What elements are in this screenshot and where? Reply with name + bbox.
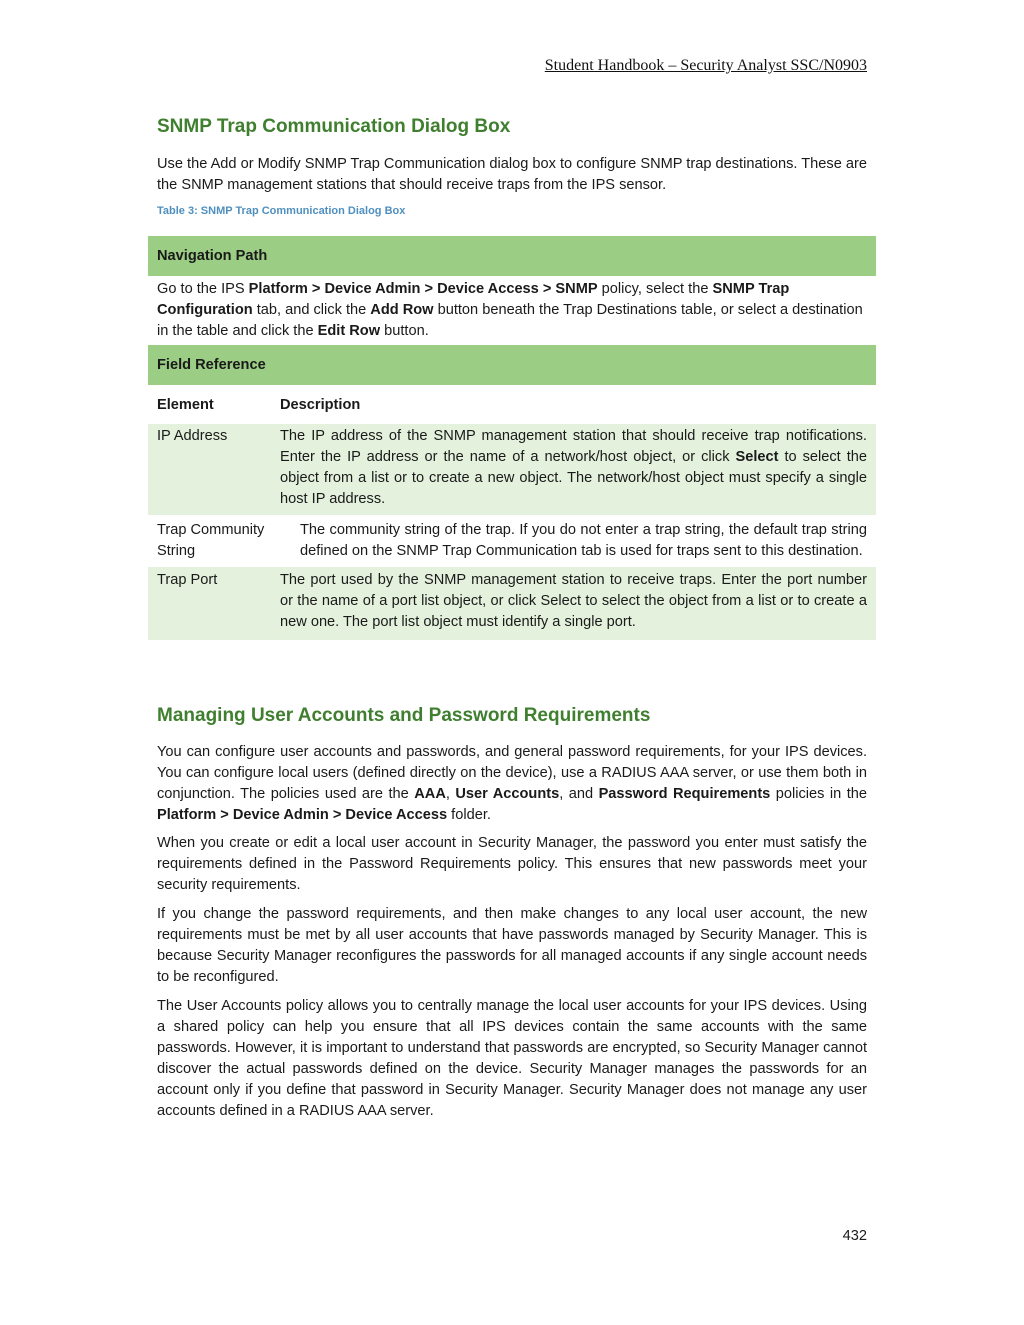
table-row	[148, 515, 876, 567]
table-caption: Table 3: SNMP Trap Communication Dialog Box	[157, 205, 406, 217]
column-header-description: Description	[280, 397, 361, 413]
snmp-trap-table	[148, 236, 876, 640]
section-title-snmp: SNMP Trap Communication Dialog Box	[157, 116, 511, 137]
table-header-row	[148, 385, 876, 424]
row-element: Trap Port	[157, 572, 218, 588]
paragraph-4: The User Accounts policy allows you to centrally manage the local user accounts for your IPS devices. Using a shared policy can help you ensure that all IPS devices contain the same accounts with the same passwords. However, it is important to understand that passwords are encrypted, so Security Manager cannot discover the actual passwords defined on the device. Security Manager manages the passwords for an account only if you define that password in Security Manager. Security Manager does not manage any user accounts defined in a RADIUS AAA server.	[157, 998, 867, 1119]
paragraph-2: When you create or edit a local user account in Security Manager, the password you enter must satisfy the requirements defined in the Password Requirements policy. This ensures that new passwords meet your security requirements.	[157, 835, 867, 893]
page-header: Student Handbook – Security Analyst SSC/N0903	[544, 57, 867, 74]
intro-paragraph: Use the Add or Modify SNMP Trap Communication dialog box to configure SNMP trap destinations. These are the SNMP management stations that should receive traps from the IPS sensor.	[157, 156, 867, 193]
row-description: The port used by the SNMP management station to receive traps. Enter the port number or the name of a port list object, or click Select to select the object from a list or to create a new one. The port list object must identify a single port.	[280, 572, 867, 630]
paragraph-1: You can configure user accounts and passwords, and general password requirements, for your IPS devices. You can configure local users (defined directly on the device), use a RADIUS AAA server, or use them both in conjunction. The policies used are the AAA, User Accounts, and Password Requirements policies in the Platform > Device Admin > Device Access folder.	[157, 744, 868, 823]
section-title-user-accounts: Managing User Accounts and Password Requirements	[157, 705, 651, 726]
page-number: 432	[842, 1228, 867, 1244]
navigation-path-heading: Navigation Path	[148, 236, 876, 276]
column-header-element: Element	[157, 397, 214, 413]
row-description: The community string of the trap. If you do not enter a trap string, the default trap string defined on the SNMP Trap Communication tab is used for traps sent to this destination.	[300, 522, 867, 559]
table-row	[148, 424, 876, 515]
paragraph-3: If you change the password requirements, and then make changes to any local user account, the new requirements must be met by all user accounts that have passwords managed by Security Manager. This is because Security Manager reconfigures the passwords for all managed accounts if any single account needs to be reconfigured.	[157, 906, 867, 985]
navigation-path-text: Go to the IPS Platform > Device Admin > Device Access > SNMP policy, select the SNMP Trap Configuration tab, and click the Add Row button beneath the Trap Destinations table, or select a destination in the table and click the Edit Row button.	[157, 281, 863, 339]
row-description: The IP address of the SNMP management station that should receive trap notifications. Enter the IP address or the name of a network/host object, or click Select to select the object from a list or to create a new object. The network/host object must specify a single host IP address.	[280, 428, 868, 507]
field-reference-heading: Field Reference	[148, 345, 876, 385]
table-row	[148, 567, 876, 640]
row-element: IP Address	[157, 428, 228, 444]
row-element: Trap Community String	[157, 522, 265, 559]
